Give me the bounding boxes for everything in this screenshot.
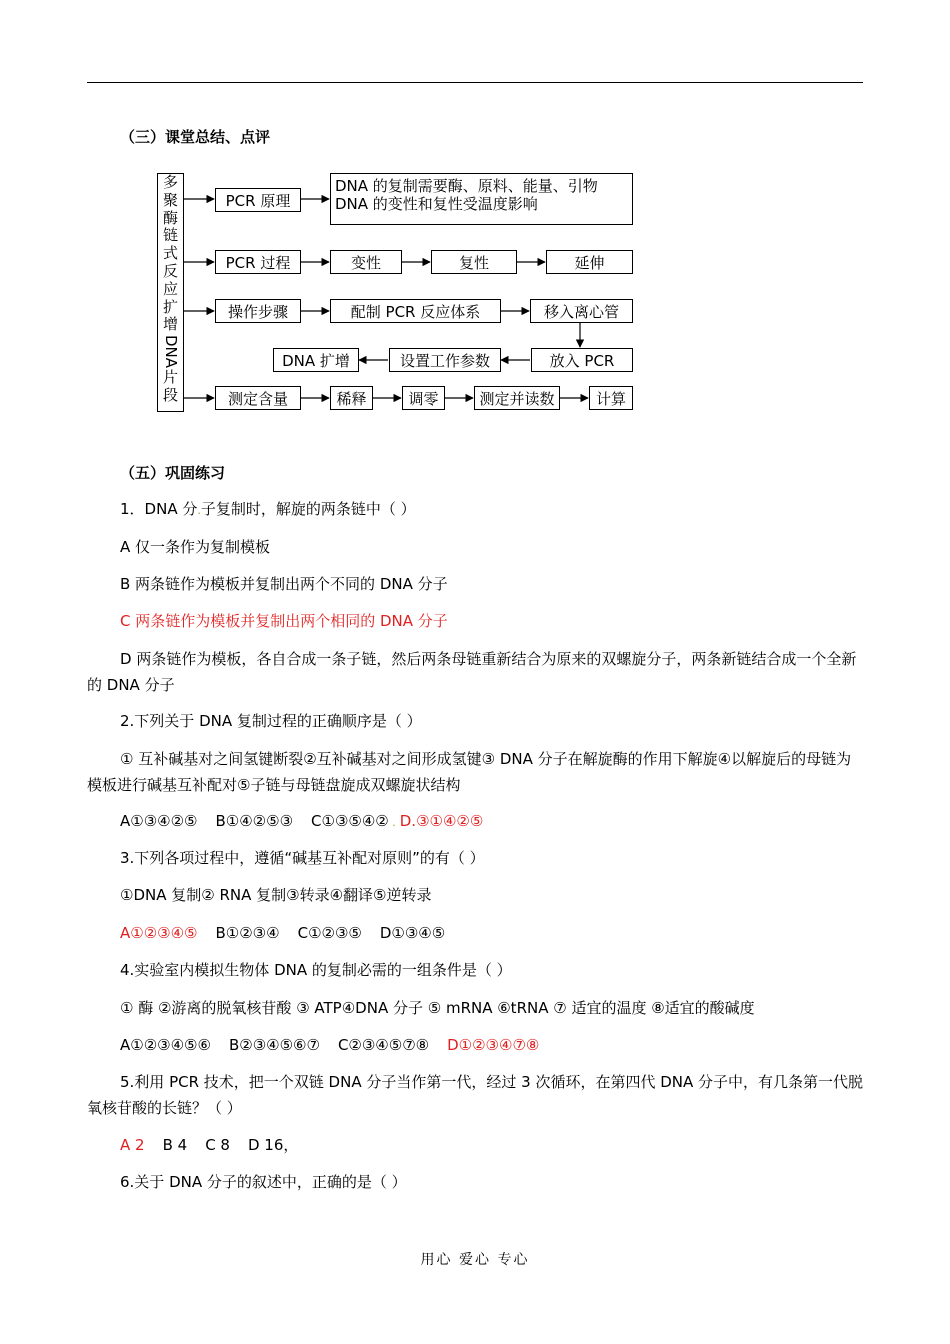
q3-option-d: D①③④⑤ bbox=[379, 924, 446, 942]
step-calculate: 计算 bbox=[589, 386, 633, 410]
q1-option-b: B 两条链作为模板并复制出两个不同的 DNA 分子 bbox=[120, 575, 448, 593]
principle-line-1: DNA 的复制需要酶、原料、能量、引物 bbox=[335, 177, 598, 195]
main-label-char: 多 bbox=[162, 173, 178, 191]
q5-options bbox=[120, 1132, 298, 1158]
section-3-title: （三）课堂总结、点评 bbox=[120, 128, 271, 146]
q2-options bbox=[120, 808, 483, 836]
operation-steps-box: 操作步骤 bbox=[215, 299, 301, 323]
step-put-in-pcr: 放入 PCR bbox=[531, 348, 633, 372]
q2-option-b: B①④②⑤③ bbox=[215, 812, 294, 830]
pcr-principle-desc-box bbox=[330, 173, 633, 225]
q5-option-b: B 4 bbox=[162, 1136, 188, 1154]
q2-answer: D.③①④②⑤ bbox=[399, 812, 484, 830]
step-set-parameters: 设置工作参数 bbox=[389, 348, 501, 372]
q4-options bbox=[120, 1032, 539, 1058]
q3-stem: 3.下列各项过程中，遵循“碱基互补配对原则”的有（ ） bbox=[120, 849, 485, 867]
q2-items: ① 互补碱基对之间氢键断裂②互补碱基对之间形成氢键③ DNA 分子在解旋酶的作用下解旋④以解旋后的母链为模板进行碱基互补配对⑤子链与母链盘旋成双螺旋状结构 bbox=[87, 750, 852, 794]
q3-option-b: B①②③④ bbox=[215, 924, 280, 942]
step-anneal: 复性 bbox=[431, 250, 517, 274]
q1-option-a: A 仅一条作为复制模板 bbox=[120, 538, 271, 556]
q4-option-b: B②③④⑤⑥⑦ bbox=[228, 1036, 320, 1054]
q5-option-c: C 8 bbox=[205, 1136, 230, 1154]
q2-stem: 2.下列关于 DNA 复制过程的正确顺序是（ ） bbox=[120, 712, 422, 730]
q4-answer: D①②③④⑦⑧ bbox=[447, 1036, 540, 1054]
main-label-char: 式 bbox=[162, 244, 178, 263]
step-dna-amplify: DNA 扩增 bbox=[273, 348, 359, 372]
q5-option-d: D 16， bbox=[247, 1136, 299, 1154]
step-dilute: 稀释 bbox=[330, 386, 373, 410]
step-zero: 调零 bbox=[402, 386, 445, 410]
q2-option-c: C①③⑤④② bbox=[311, 812, 389, 830]
page-footer: 用心 爱心 专心 bbox=[420, 1252, 530, 1268]
q3-answer: A①②③④⑤ bbox=[120, 924, 198, 942]
q4-option-a: A①②③④⑤⑥ bbox=[120, 1036, 211, 1054]
main-label-char: 酶 bbox=[162, 208, 178, 227]
q5-answer: A 2 bbox=[120, 1136, 145, 1154]
pcr-process-box: PCR 过程 bbox=[215, 250, 301, 274]
main-label-char: 反 bbox=[162, 261, 178, 280]
main-label-char: 扩 bbox=[162, 297, 178, 316]
step-denature: 变性 bbox=[330, 250, 402, 274]
q2-option-a: A①③④②⑤ bbox=[120, 812, 198, 830]
q6-stem: 6.关于 DNA 分子的叙述中，正确的是（ ） bbox=[120, 1173, 407, 1191]
step-measure-read: 测定并读数 bbox=[474, 386, 560, 410]
main-label-char: 增 bbox=[162, 315, 178, 334]
main-label-char: 链 bbox=[162, 226, 178, 245]
q4-items: ① 酶 ②游离的脱氧核苷酸 ③ ATP④DNA 分子 ⑤ mRNA ⑥tRNA ⑦ 适宜的温度 ⑧适宜的酸碱度 bbox=[120, 999, 755, 1017]
main-label-char: DNA bbox=[162, 335, 180, 369]
q1-option-d: D 两条链作为模板，各自合成一条子链，然后两条母链重新结合为原来的双螺旋分子，两条新链结合成一个全新的 DNA 分子 bbox=[87, 650, 857, 694]
q3-items: ①DNA 复制② RNA 复制③转录④翻译⑤逆转录 bbox=[120, 886, 432, 904]
section-5-title: （五）巩固练习 bbox=[120, 464, 226, 482]
pcr-principle-box: PCR 原理 bbox=[215, 188, 301, 212]
q1-option-c-answer: C 两条链作为模板并复制出两个相同的 DNA 分子 bbox=[120, 612, 448, 630]
main-label-char: 段 bbox=[162, 386, 178, 405]
main-label-char: 应 bbox=[162, 279, 178, 298]
main-label-char: 聚 bbox=[162, 190, 178, 209]
q1-stem: 1．DNA 分.子复制时，解旋的两条链中（ ） bbox=[120, 500, 416, 518]
step-extend: 延伸 bbox=[546, 250, 633, 274]
q4-stem: 4.实验室内模拟生物体 DNA 的复制必需的一组条件是（ ） bbox=[120, 961, 512, 979]
step-prepare-system: 配制 PCR 反应体系 bbox=[330, 299, 501, 323]
measure-content-box: 测定含量 bbox=[215, 386, 301, 410]
stray-dot-2: . bbox=[388, 816, 396, 829]
q5-stem: 5.利用 PCR 技术，把一个双链 DNA 分子当作第一代，经过 3 次循环，在第四代 DNA 分子中，有几条第一代脱氧核苷酸的长链？（ ） bbox=[87, 1073, 864, 1117]
q3-option-c: C①②③⑤ bbox=[297, 924, 362, 942]
q3-options bbox=[120, 920, 445, 946]
principle-line-2: DNA 的变性和复性受温度影响 bbox=[335, 195, 538, 213]
step-move-to-tube: 移入离心管 bbox=[530, 299, 633, 323]
stray-dot-1: . bbox=[197, 504, 201, 517]
main-label-char: 片 bbox=[162, 368, 178, 387]
q4-option-c: C②③④⑤⑦⑧ bbox=[337, 1036, 430, 1054]
